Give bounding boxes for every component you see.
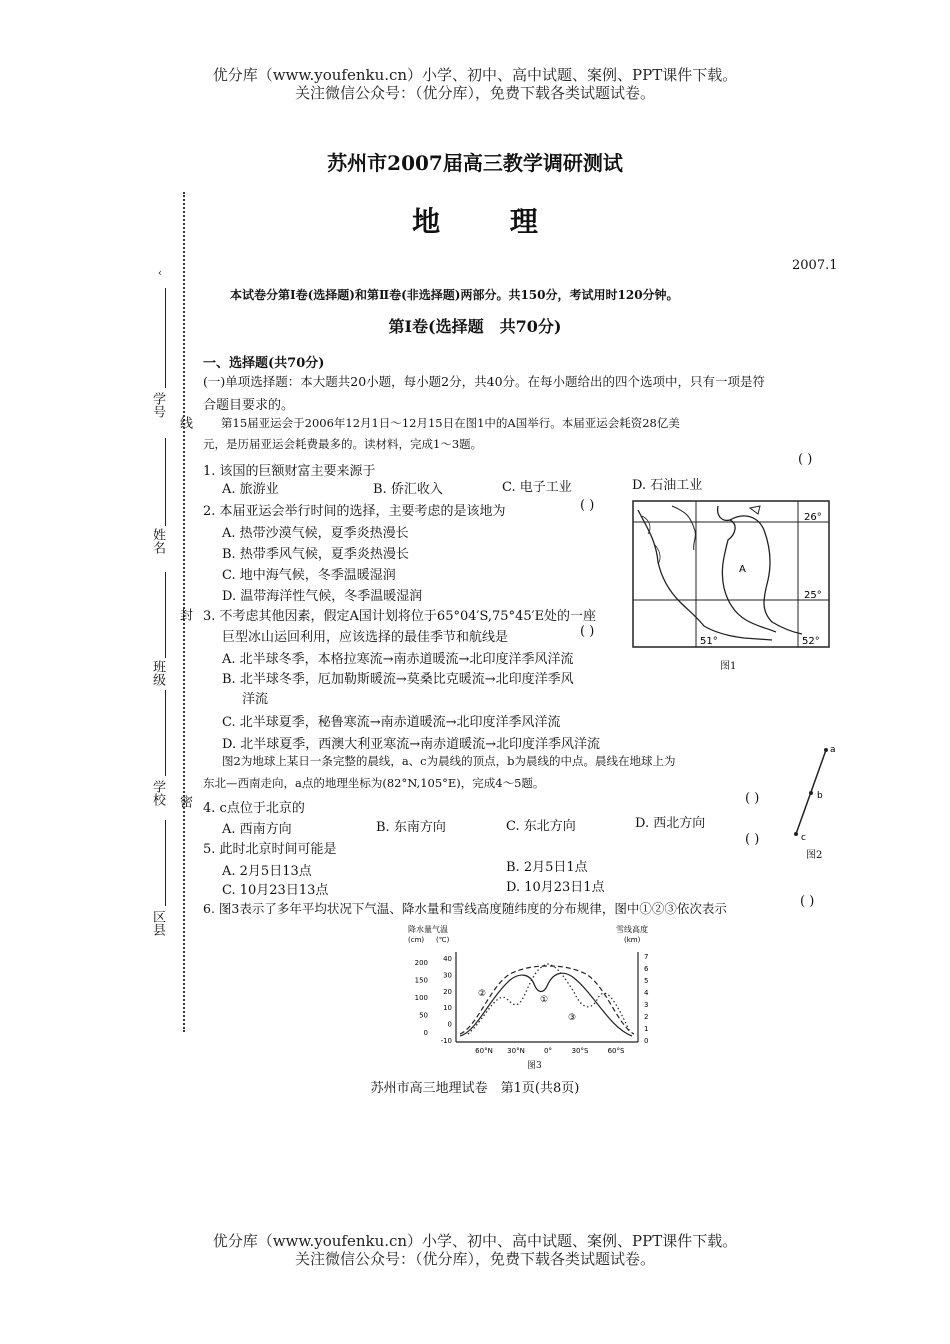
name-label: 姓名 [150,528,165,554]
q5-option-b[interactable]: B. 2月5日1点 [506,860,588,875]
q1-answer-paren[interactable]: ( ) [798,452,813,467]
district-label: 区县 [150,910,165,936]
page-footer: 苏州市高三地理试卷 第1页(共8页) [370,1081,580,1096]
binding-mark: ‹ [158,268,162,279]
q4-option-c[interactable]: C. 东北方向 [506,819,576,834]
map-lon-52: 52° [802,636,820,647]
figure-2-caption: 图2 [806,850,823,861]
point-a-dot [824,748,828,752]
q3-stem-line-1: 3. 不考虑其他因素，假定A国计划将位于65°04′S,75°45′E处的一座 [203,609,597,624]
fig3-x-tick: 30°S [571,1047,589,1055]
fig3-left-title-1: 降水量 [408,925,432,934]
q6-answer-paren[interactable]: ( ) [800,894,815,909]
point-c-label: c [801,833,806,843]
q5-option-a[interactable]: A. 2月5日13点 [222,864,312,879]
fig3-curve-3 [468,964,630,1034]
q1-option-c[interactable]: C. 电子工业 [502,480,572,495]
fig3-snow-tick: 6 [644,965,649,973]
q3-option-d[interactable]: D. 北半球夏季，西澳大利亚寒流→南赤道暖流→北印度洋季风洋流 [222,737,601,752]
q2-answer-paren[interactable]: ( ) [580,498,595,513]
q4-stem: 4. c点位于北京的 [203,801,305,816]
fig3-precip-tick: 0 [423,1029,428,1037]
figure-2-terminator [790,742,838,854]
q4-option-b[interactable]: B. 东南方向 [376,820,446,835]
fig3-temp-tick: 10 [443,1004,452,1013]
fig3-precip-tick: 50 [419,1011,428,1020]
fig3-temp-tick: 20 [443,987,452,996]
q2-option-c[interactable]: C. 地中海气候，冬季温暖湿润 [222,568,396,583]
map-label-a: A [739,564,746,575]
q4-answer-paren[interactable]: ( ) [745,791,760,806]
context2-line-2: 东北—西南走向，a点的地理坐标为(82°N,105°E)，完成4～5题。 [203,776,545,790]
fig3-precip-tick: 100 [414,994,428,1002]
name-blank [165,438,166,526]
map-lon-51: 51° [700,636,718,647]
district-blank [165,820,166,906]
q5-option-c[interactable]: C. 10月23日13点 [222,883,329,898]
fig3-snow-tick: 1 [644,1025,649,1033]
header-line-1: 优分库（www.youfenku.cn）小学、初中、高中试题、案例、PPT课件下载。 [212,66,738,84]
fig3-snow-tick: 0 [644,1037,649,1045]
q3-answer-paren[interactable]: ( ) [580,624,595,639]
class-blank [165,572,166,658]
fig3-x-tick: 30°N [507,1047,525,1055]
fig3-x-tick: 60°N [475,1047,493,1055]
map-lat-25: 25° [804,590,822,601]
figure-1-caption: 图1 [720,661,737,672]
figure-1-map [632,500,832,650]
figure-3-chart [398,922,668,1062]
q2-stem: 2. 本届亚运会举行时间的选择，主要考虑的是该地为 [203,504,506,519]
fig3-snow-tick: 5 [644,977,649,985]
q3-option-a[interactable]: A. 北半球冬季，本格拉寒流→南赤道暖流→北印度洋季风洋流 [222,652,574,667]
fig3-temp-tick: 0 [447,1020,452,1029]
q3-option-c[interactable]: C. 北半球夏季，秘鲁寒流→南赤道暖流→北印度洋季风洋流 [222,715,561,730]
fig3-left-unit-1: (cm) [408,936,425,944]
q2-option-d[interactable]: D. 温带海洋性气候，冬季温暖湿润 [222,589,423,604]
secret-char: 密 [177,795,192,808]
map-lat-26: 26° [804,512,822,523]
q6-stem: 6. 图3表示了多年平均状况下气温、降水量和雪线高度随纬度的分布规律，图中①②③依次表示 [203,901,727,916]
point-a-label: a [830,745,836,755]
q2-option-a[interactable]: A. 热带沙漠气候，夏季炎热漫长 [222,526,409,541]
section-title: 一、选择题(共70分) [203,356,325,371]
number-label: 学号 [150,392,165,418]
q1-stem: 1. 该国的巨额财富主要来源于 [203,464,376,479]
fig3-temp-tick: -10 [440,1037,452,1045]
line-char: 线 [177,416,192,429]
fig3-snow-tick: 7 [644,953,649,961]
context2-line-1: 图2为地球上某日一条完整的晨线，a、c为晨线的顶点，b为晨线的中点。晨线在地球上为 [222,754,676,768]
class-label: 班级 [150,660,165,686]
q5-answer-paren[interactable]: ( ) [745,832,760,847]
map-frame [633,501,829,647]
fig3-x-tick: 0° [544,1047,552,1055]
school-blank [165,690,166,776]
section-sub-line-1: (一)单项选择题：本大题共20小题，每小题2分，共40分。在每小题给出的四个选项中，只有一项是符 [203,374,766,389]
exam-title: 苏州市2007届高三教学调研测试 [327,151,623,175]
fig3-temp-tick: 30 [443,971,452,980]
part-title: 第Ⅰ卷(选择题 共70分) [388,317,562,336]
q1-option-d[interactable]: D. 石油工业 [632,478,703,493]
seal-char: 封 [177,608,192,621]
footer-line-2: 关注微信公众号：（优分库），免费下载各类试题试卷。 [294,1250,655,1268]
q4-option-d[interactable]: D. 西北方向 [635,816,706,831]
fig3-right-unit: (km) [624,936,641,944]
header-line-2: 关注微信公众号：（优分库），免费下载各类试题试卷。 [294,84,655,102]
exam-date: 2007.1 [792,258,838,273]
fig3-x-tick: 60°S [607,1047,625,1055]
point-c-dot [794,832,798,836]
q1-option-b[interactable]: B. 侨汇收入 [373,482,443,497]
fig3-temp-tick: 40 [443,955,452,963]
section-sub-line-2: 合题目要求的。 [203,398,295,413]
subject-title: 地 理 [412,205,568,238]
footer-line-1: 优分库（www.youfenku.cn）小学、初中、高中试题、案例、PPT课件下载。 [212,1232,738,1250]
q5-option-d[interactable]: D. 10月23日1点 [506,880,605,895]
context1-line-1: 第15届亚运会于2006年12月1日～12月15日在图1中的A国举行。本届亚运会耗资28亿美 [221,416,680,430]
exam-instructions: 本试卷分第Ⅰ卷(选择题)和第Ⅱ卷(非选择题)两部分。共150分，考试用时120分钟。 [230,288,679,302]
fig3-snow-tick: 4 [644,989,649,997]
q5-stem: 5. 此时北京时间可能是 [203,842,337,857]
fig3-right-title: 雪线高度 [616,925,648,934]
point-b-label: b [817,791,823,801]
fig3-precip-tick: 200 [414,959,428,967]
fig3-snow-tick: 3 [644,1001,649,1009]
q3-option-b[interactable]: B. 北半球冬季，厄加勒斯暖流→莫桑比克暖流→北印度洋季风 [222,672,574,687]
fig3-marker-2: ② [478,989,487,999]
fig3-left-title-2: 气温 [432,925,448,934]
q3-option-b-cont: 洋流 [242,692,269,707]
fig3-snow-tick: 2 [644,1013,649,1021]
context1-line-2: 元，是历届亚运会耗费最多的。读材料，完成1～3题。 [203,437,483,451]
point-b-dot [809,791,813,795]
q4-option-a[interactable]: A. 西南方向 [222,822,292,837]
q2-option-b[interactable]: B. 热带季风气候，夏季炎热漫长 [222,547,409,562]
q1-option-a[interactable]: A. 旅游业 [222,482,279,497]
fig3-precip-tick: 150 [414,976,428,985]
fig3-marker-3: ③ [568,1013,577,1023]
fig3-left-unit-2: (℃) [436,936,450,944]
figure-3-caption: 图3 [527,1061,542,1071]
school-label: 学校 [150,780,165,806]
q3-stem-line-2: 巨型冰山运回利用，应该选择的最佳季节和航线是 [222,630,509,645]
number-blank [165,288,166,388]
fig3-marker-1: ① [540,995,549,1005]
